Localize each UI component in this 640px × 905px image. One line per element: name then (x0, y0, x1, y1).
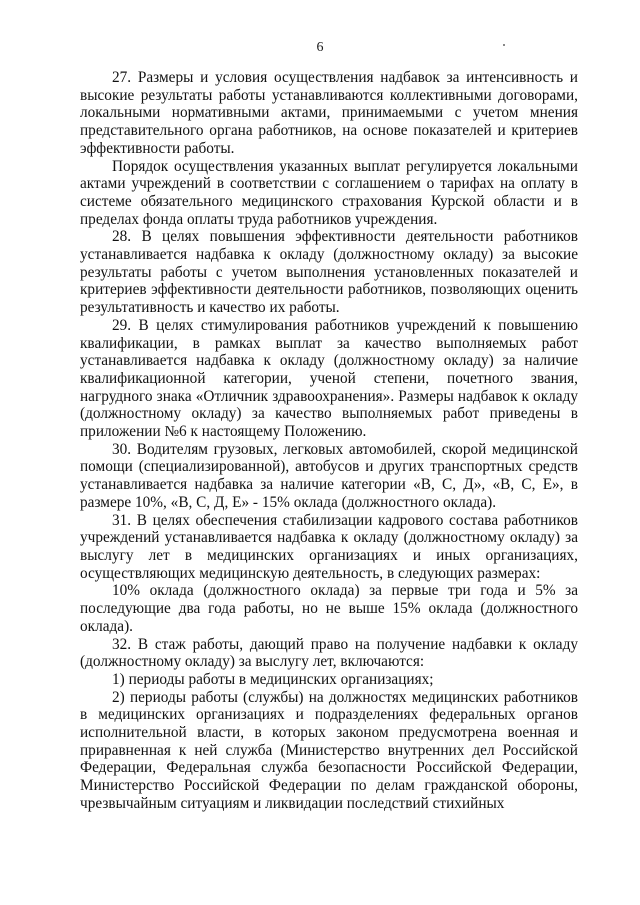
paragraph-30: 30. Водителям грузовых, легковых автомобилей, скорой медицинской помощи (специализированной), автобусов и других транспортных средств устанавливается надбавка за наличие категории «В, С, Д», «В, С, Е», в размере 10%, «В, С, Д, Е» - 15% оклада (должностного оклада). (80, 440, 578, 511)
paragraph-29: 29. В целях стимулирования работников учреждений к повышению квалификации, в рамках выплат за качество выполняемых работ устанавливается надбавка к окладу (должностному окладу) за наличие квалификационной категории, ученой степени, почетного звания, нагрудного знака «Отличник здравоохранения». Размеры надбавок к окладу (должностному окладу) за качество выполняемых работ приведены в приложении №6 к настоящему Положению. (80, 316, 578, 441)
paragraph-32-item-2: 2) периоды работы (службы) на должностях медицинских работников в медицинских организациях и подразделениях федеральных органов исполнительной власти, в которых законом предусмотрена военная и приравненная к ней служба (Министерство внутренних дел Российской Федерации, Федеральная служба безопасности Российской Федерации, Министерство Российской Федерации по делам гражданской обороны, чрезвычайным ситуациям и ликвидации последствий стихийных (80, 688, 578, 812)
paragraph-31-rates: 10% оклада (должностного оклада) за первые три года и 5% за последующие два года работы, но не выше 15% оклада (должностного оклада). (80, 582, 578, 635)
document-body (80, 69, 578, 813)
paragraph-32-item-1: 1) периоды работы в медицинских организациях; (112, 670, 434, 688)
scan-speck (503, 44, 505, 46)
paragraph-27-procedure: Порядок осуществления указанных выплат регулируется локальными актами учреждений в соответствии с соглашением о тарифах на оплату в системе обязательного медицинского страхования Курской области и в пределах фонда оплаты труда работников учреждения. (80, 157, 578, 228)
paragraph-27: 27. Размеры и условия осуществления надбавок за интенсивность и высокие результаты работы устанавливаются коллективными договорами, локальными нормативными актами, принимаемыми с учетом мнения представительного органа работников, на основе показателей и критериев эффективности работы. (80, 69, 578, 157)
page-number: 6 (316, 40, 324, 55)
paragraph-28: 28. В целях повышения эффективности деятельности работников устанавливается надбавка к окладу (должностному окладу) за высокие результаты работы с учетом выполнения установленных показателей и критериев эффективности деятельности работников, позволяющих оценить результативность и качество их работы. (80, 228, 578, 317)
paragraph-31: 31. В целях обеспечения стабилизации кадрового состава работников учреждений устанавливается надбавка к окладу (должностному окладу) за выслугу лет в медицинских организациях и иных организациях, осуществляющих медицинскую деятельность, в следующих размерах: (80, 511, 578, 582)
paragraph-32: 32. В стаж работы, дающий право на получение надбавки к окладу (должностному окладу) за выслугу лет, включаются: (80, 635, 578, 671)
